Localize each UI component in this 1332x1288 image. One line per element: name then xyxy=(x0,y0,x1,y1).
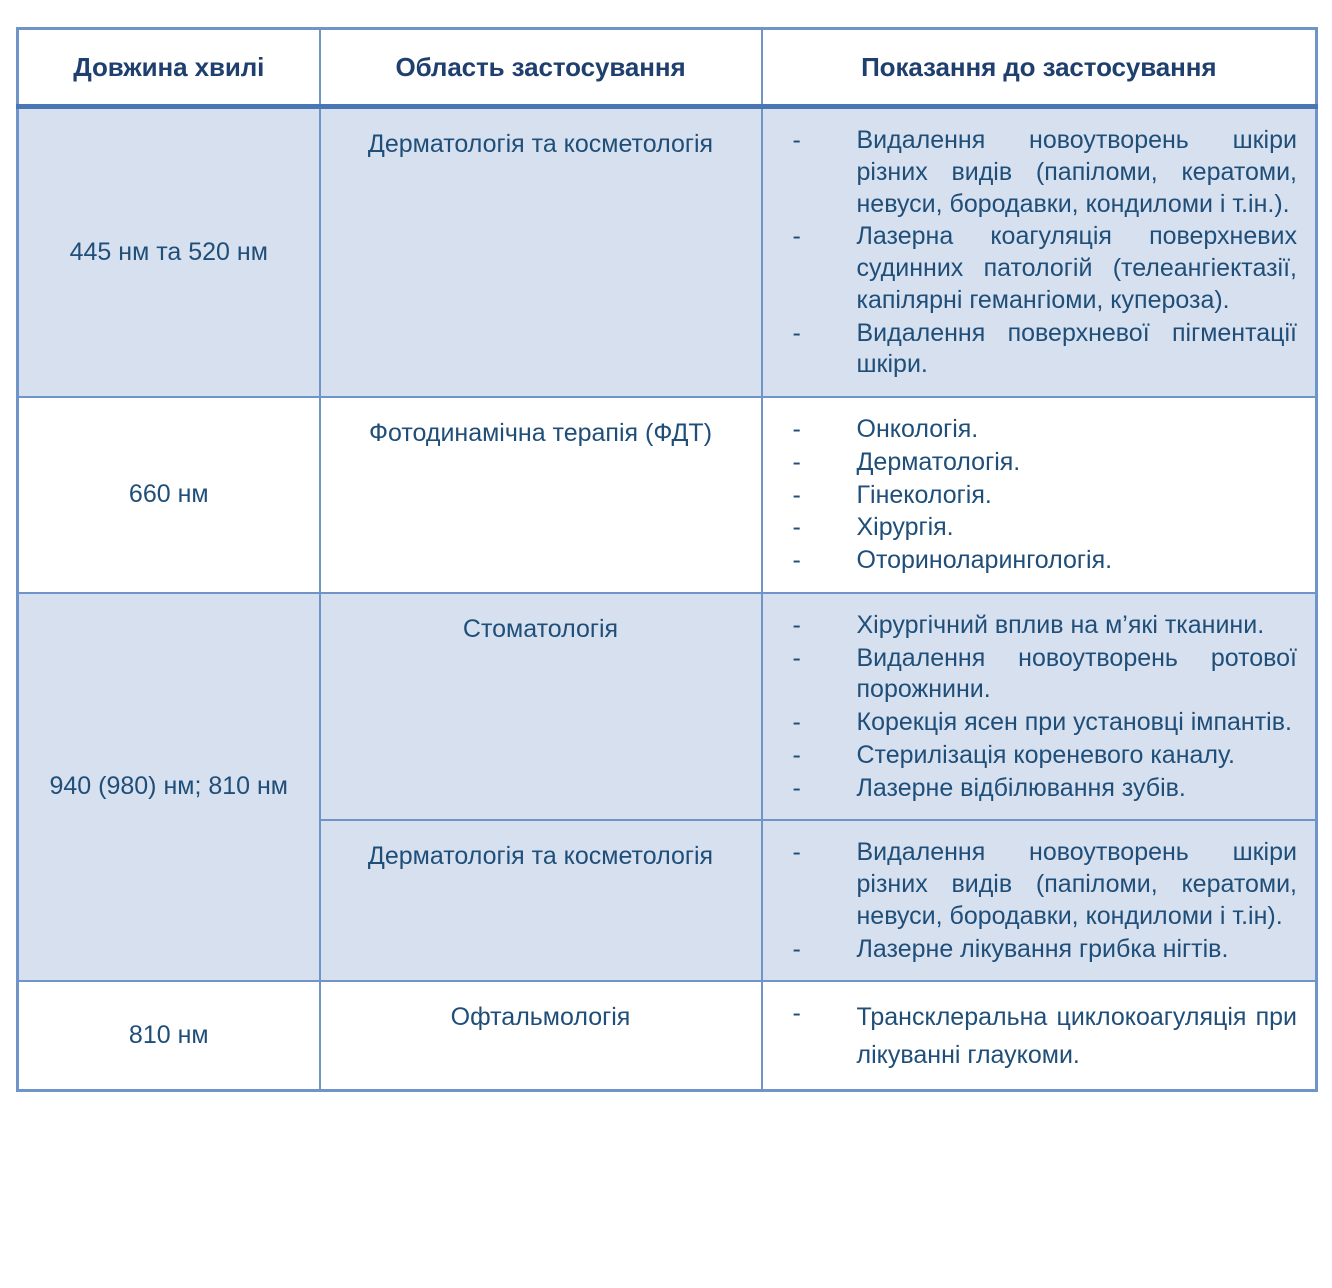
indication-text: Трансклеральна циклокоагуляція при лікуванні глаукоми. xyxy=(856,1003,1297,1070)
bullet-dash-icon: - xyxy=(792,513,801,542)
cell-indications xyxy=(762,107,1317,398)
cell-application-area xyxy=(320,820,762,981)
indication-item xyxy=(771,480,1298,512)
application-area-label: Стоматологія xyxy=(462,614,619,643)
table-row xyxy=(18,981,1317,1091)
bullet-dash-icon: - xyxy=(792,999,801,1028)
cell-indications xyxy=(762,981,1317,1091)
indication-text: Лазерне лікування грибка нігтів. xyxy=(856,934,1229,963)
indication-text: Стерилізація кореневого каналу. xyxy=(856,740,1235,769)
table-row xyxy=(18,593,1317,821)
indication-item xyxy=(771,707,1298,739)
cell-application-area xyxy=(320,981,762,1091)
bullet-dash-icon: - xyxy=(792,222,801,251)
application-area-label: Дерматологія та косметологія xyxy=(367,130,714,158)
bullet-dash-icon: - xyxy=(792,447,801,476)
bullet-dash-icon: - xyxy=(792,643,801,672)
indication-text: Видалення новоутворень шкіри різних видів (папіломи, кератоми, невуси, бородавки, кондиломи і т.ін.). xyxy=(856,126,1297,218)
table-row xyxy=(18,107,1317,398)
bullet-dash-icon: - xyxy=(792,934,801,963)
indication-text: Корекція ясен при установці імпантів. xyxy=(856,708,1292,736)
indication-text: Лазерна коагуляція поверхневих судинних патологій (телеангіектазії, капілярні гемангіоми, купероза). xyxy=(856,222,1297,314)
wavelength-value: 660 нм xyxy=(128,480,209,509)
bullet-dash-icon: - xyxy=(792,773,801,802)
indication-text: Хірургія. xyxy=(856,513,954,542)
bullet-dash-icon: - xyxy=(792,318,801,347)
column-header-indication: Показання до застосування xyxy=(762,29,1317,107)
application-area-label: Дерматологія та косметологія xyxy=(367,842,714,871)
cell-wavelength xyxy=(18,107,320,398)
wavelength-value: 810 нм xyxy=(128,1021,209,1049)
column-header-wavelength: Довжина хвилі xyxy=(18,29,320,107)
indication-list xyxy=(771,837,1298,965)
indication-list xyxy=(771,125,1298,381)
indication-list xyxy=(771,998,1298,1074)
indication-text: Оториноларингологія. xyxy=(856,546,1113,574)
cell-wavelength xyxy=(18,593,320,982)
indication-item xyxy=(771,740,1298,772)
wavelength-value: 940 (980) нм; 810 нм xyxy=(49,772,288,801)
indication-item xyxy=(771,447,1298,479)
wavelength-value: 445 нм та 520 нм xyxy=(69,237,268,266)
bullet-dash-icon: - xyxy=(792,708,801,736)
indication-item xyxy=(771,837,1298,932)
indication-text: Онкологія. xyxy=(856,415,979,443)
indication-item xyxy=(771,934,1298,966)
bullet-dash-icon: - xyxy=(792,546,801,574)
indication-item xyxy=(771,998,1298,1074)
bullet-dash-icon: - xyxy=(792,740,801,769)
indication-text: Лазерне відбілювання зубів. xyxy=(856,773,1186,802)
indication-text: Дерматологія. xyxy=(856,447,1021,476)
wavelength-application-table xyxy=(16,27,1318,1092)
indication-item xyxy=(771,125,1298,220)
application-area-label: Фотодинамічна терапія (ФДТ) xyxy=(368,419,713,447)
bullet-dash-icon: - xyxy=(792,610,801,639)
indication-list xyxy=(771,610,1298,805)
table-header xyxy=(18,29,1317,107)
cell-indications xyxy=(762,820,1317,981)
column-header-area: Область застосування xyxy=(320,29,762,107)
header-row xyxy=(18,29,1317,107)
application-area-label: Офтальмологія xyxy=(450,1003,631,1032)
indication-item xyxy=(771,512,1298,544)
table-body xyxy=(18,107,1317,1091)
table-row xyxy=(18,397,1317,593)
cell-application-area xyxy=(320,593,762,821)
indication-item xyxy=(771,221,1298,316)
indication-text: Видалення новоутворень ротової порожнини. xyxy=(856,643,1297,704)
cell-indications xyxy=(762,593,1317,821)
bullet-dash-icon: - xyxy=(792,480,801,509)
indication-text: Гінекологія. xyxy=(856,480,992,509)
cell-application-area xyxy=(320,107,762,398)
bullet-dash-icon: - xyxy=(792,415,801,443)
indication-item xyxy=(771,610,1298,642)
indication-item xyxy=(771,545,1298,577)
cell-indications xyxy=(762,397,1317,593)
indication-text: Видалення поверхневої пігментації шкіри. xyxy=(856,318,1297,379)
indication-item xyxy=(771,643,1298,707)
bullet-dash-icon: - xyxy=(792,838,801,867)
cell-wavelength xyxy=(18,981,320,1091)
bullet-dash-icon: - xyxy=(792,126,801,154)
indication-text: Видалення новоутворень шкіри різних видів (папіломи, кератоми, невуси, бородавки, кондиломи і т.ін). xyxy=(856,838,1297,930)
indication-item xyxy=(771,773,1298,805)
indication-text: Хірургічний вплив на м’які тканини. xyxy=(856,610,1265,639)
indication-item xyxy=(771,414,1298,446)
cell-application-area xyxy=(320,397,762,593)
indication-list xyxy=(771,414,1298,577)
cell-wavelength xyxy=(18,397,320,593)
indication-item xyxy=(771,318,1298,382)
